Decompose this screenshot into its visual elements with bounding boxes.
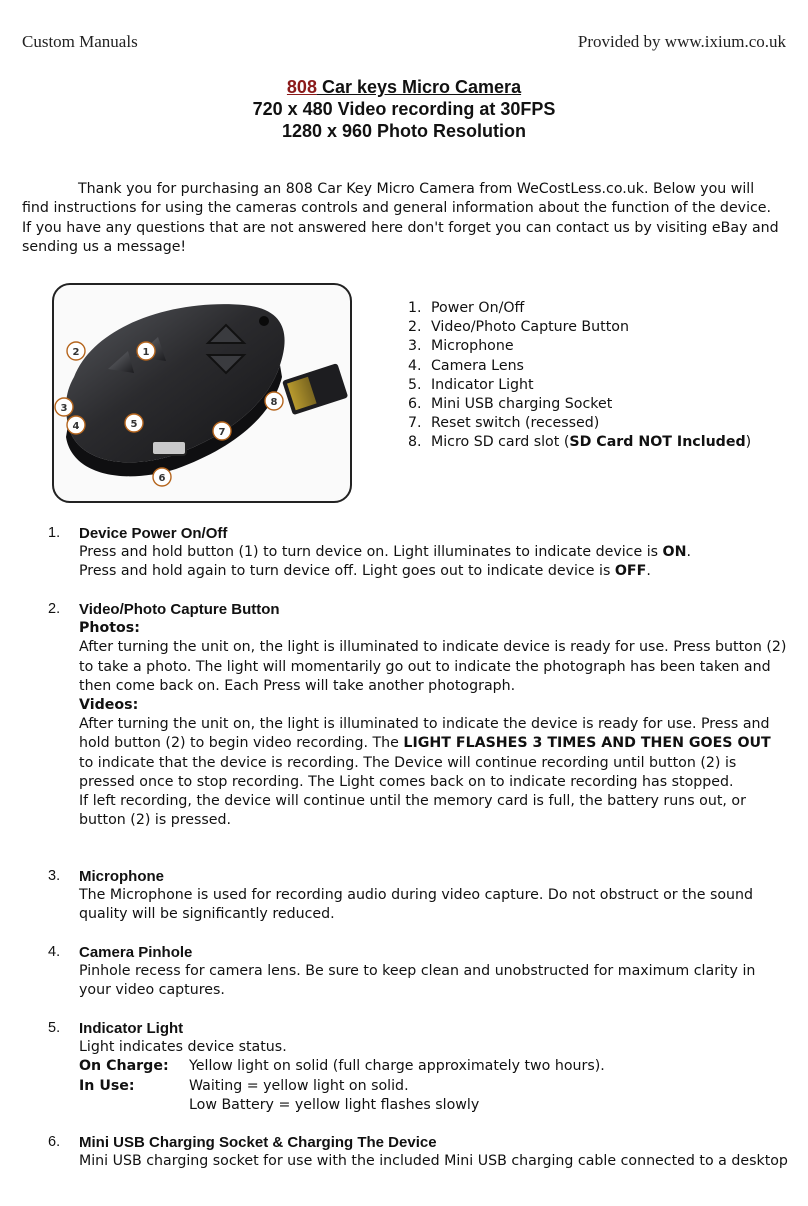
section-number: 4. — [48, 944, 61, 960]
callout-8-label: 8 — [270, 397, 278, 408]
title-line-1 — [0, 76, 808, 98]
section-microphone — [48, 867, 788, 925]
use-row: In Use: Waiting = yellow light on solid. — [79, 1077, 409, 1094]
section-number: 1. — [48, 525, 61, 541]
callout-6-label: 6 — [158, 473, 166, 484]
callout-8 — [265, 392, 283, 410]
videos-text-2: If left recording, the device will continue until the memory card is full, the battery runs out, or button (2) is pressed. — [79, 793, 746, 829]
charge-row: On Charge: Yellow light on solid (full charge approximately two hours). — [79, 1058, 605, 1075]
callout-5-label: 5 — [130, 419, 138, 430]
callout-1-label: 1 — [142, 347, 150, 358]
callout-1 — [137, 342, 155, 360]
legend-item: 5. Indicator Light — [408, 376, 534, 393]
section-heading: Mini USB Charging Socket & Charging The Device — [79, 1134, 437, 1151]
legend-item: 6. Mini USB charging Socket — [408, 396, 613, 413]
callout-3-label: 3 — [60, 403, 68, 414]
videos-text: After turning the unit on, the light is illuminated to indicate the device is ready for use. Press and hold button (2) to begin video recording. The LIGHT FLASHES 3 TIMES AND THEN GOES OUT to indicate that the device is recording. The Device will continue recording until button (2) is pressed once to stop recording. The Light comes back on to indicate recording has stopped. — [79, 716, 771, 790]
device-body — [66, 304, 285, 462]
callout-4 — [67, 416, 85, 434]
section-text: Light indicates device status. — [79, 1039, 287, 1056]
device-photo — [52, 283, 352, 503]
model-number: 808 — [286, 77, 317, 97]
legend-item: 4. Camera Lens — [408, 357, 524, 374]
callout-2 — [67, 342, 85, 360]
section-number: 6. — [48, 1134, 61, 1150]
section-heading: Microphone — [79, 868, 164, 885]
legend-item: 2. Video/Photo Capture Button — [408, 319, 629, 336]
legend-item: 7. Reset switch (recessed) — [408, 415, 600, 432]
callout-7 — [213, 422, 231, 440]
section-heading: Device Power On/Off — [79, 525, 228, 542]
document-title — [0, 76, 808, 142]
callout-5 — [125, 414, 143, 432]
device-illustration — [54, 285, 350, 501]
legend-item: 1. Power On/Off — [408, 300, 525, 316]
photos-text: After turning the unit on, the light is illuminated to indicate device is ready for use. Press button (2) to take a photo. The light will momentarily go out to indicate the photograph has been taken and then come back on. Each Press will take another photograph. — [79, 639, 787, 694]
header-left: Custom Manuals — [22, 32, 138, 51]
section-text: Press and hold again to turn device off. Light goes out to indicate device is OFF. — [79, 563, 651, 580]
section-number: 2. — [48, 601, 61, 617]
callout-6 — [153, 468, 171, 486]
keyring-hole — [259, 316, 269, 326]
callout-7-label: 7 — [218, 427, 226, 438]
section-usb — [48, 1133, 788, 1171]
section-text: Mini USB charging socket for use with the included Mini USB charging cable connected to a desktop — [79, 1153, 788, 1170]
sd-card-shape — [282, 363, 348, 415]
legend-item: 3. Microphone — [408, 338, 514, 355]
photos-subheading: Photos: — [79, 620, 140, 637]
section-pinhole — [48, 943, 788, 1001]
section-power — [48, 524, 788, 582]
callout-3 — [55, 398, 73, 416]
usb-socket-shape — [152, 441, 186, 455]
callout-2-label: 2 — [72, 347, 80, 358]
section-number: 5. — [48, 1020, 61, 1036]
section-heading: Video/Photo Capture Button — [79, 601, 280, 618]
section-heading: Indicator Light — [79, 1020, 184, 1037]
use-row-2: Low Battery = yellow light flashes slowly — [189, 1096, 480, 1113]
section-capture — [48, 600, 788, 830]
section-text: The Microphone is used for recording audio during video capture. Do not obstruct or the sound quality will be significantly reduced. — [79, 887, 754, 923]
callout-4-label: 4 — [72, 421, 80, 432]
videos-subheading: Videos: — [79, 697, 139, 714]
legend-item: 8. Micro SD card slot (SD Card NOT Included) — [408, 434, 752, 451]
section-number: 3. — [48, 868, 61, 884]
title-line-3: 1280 x 960 Photo Resolution — [281, 121, 527, 141]
page-header — [22, 32, 786, 56]
header-right: Provided by www.ixium.co.uk — [577, 32, 786, 51]
title-product: Car keys Micro Camera — [316, 77, 522, 97]
section-text: Pinhole recess for camera lens. Be sure to keep clean and unobstructed for maximum clarity in your video captures. — [79, 963, 756, 999]
section-indicator — [48, 1019, 788, 1115]
section-text: Press and hold button (1) to turn device on. Light illuminates to indicate device is ON. — [79, 544, 691, 561]
title-line-2: 720 x 480 Video recording at 30FPS — [252, 99, 556, 119]
intro-paragraph: Thank you for purchasing an 808 Car Key Micro Camera from WeCostLess.co.uk. Below you will find instructions for using the cameras controls and general information about the function of the device. If you have any questions that are not answered here don't forget you can contact us by visiting eBay and sending us a message! — [22, 181, 779, 255]
parts-legend — [408, 299, 751, 453]
section-heading: Camera Pinhole — [79, 944, 193, 961]
